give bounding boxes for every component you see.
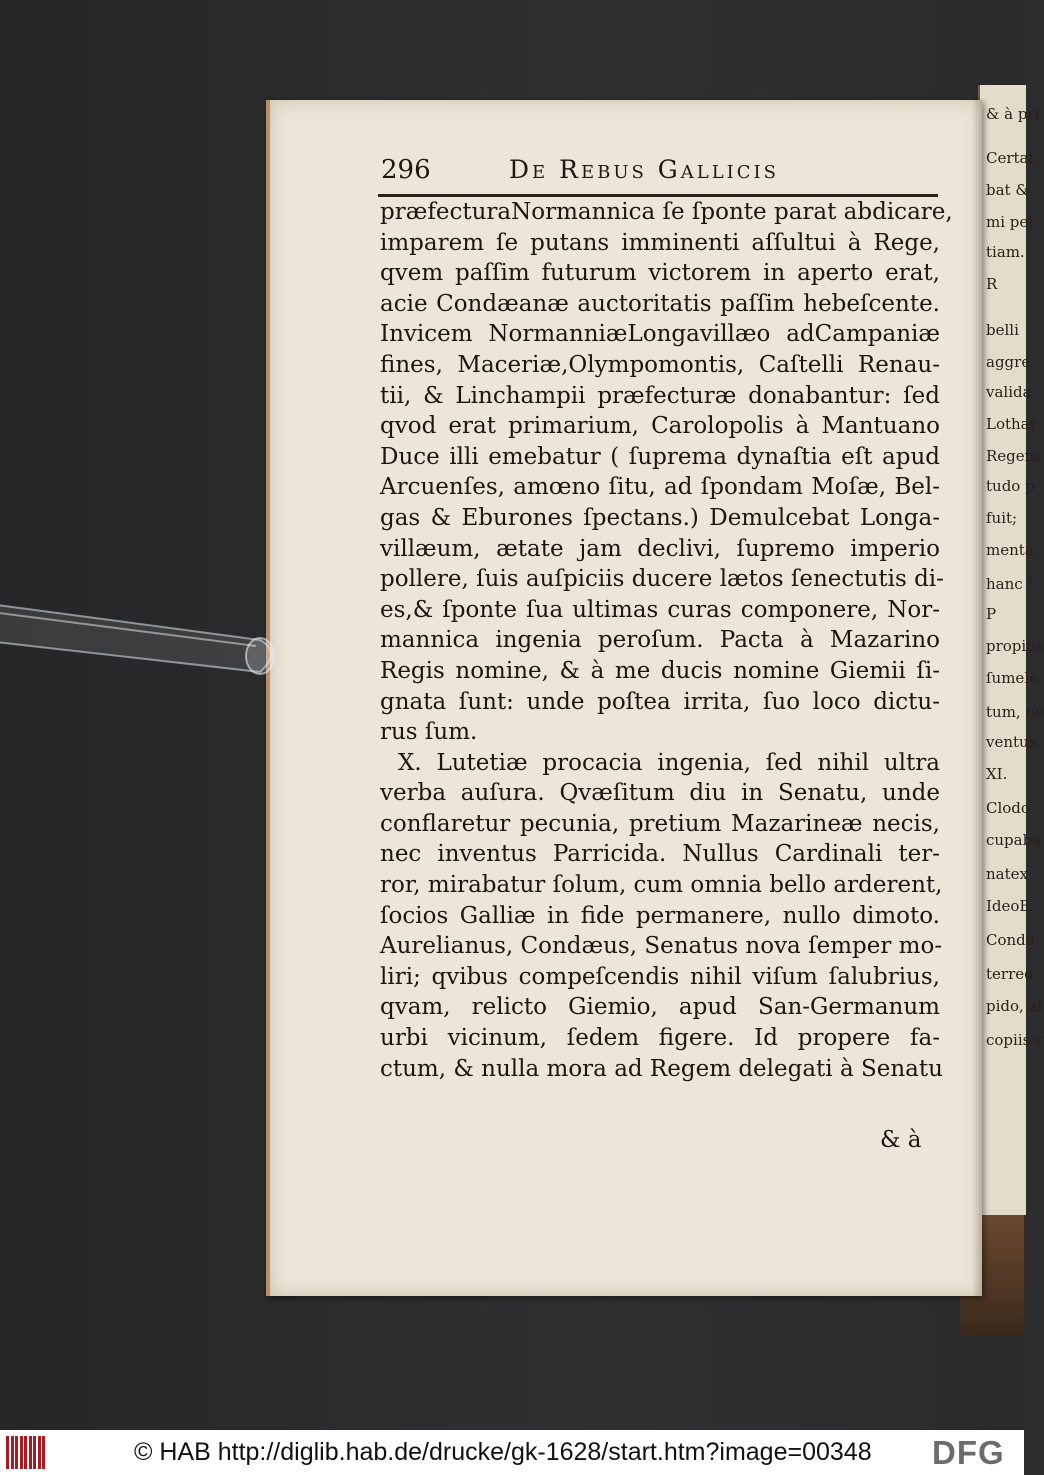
adjacent-page-fragment: hanc ſ — [986, 575, 1033, 593]
adjacent-page-fragment: tudo p — [986, 477, 1035, 495]
text-line: gas & Eburones ſpectans.) Demulcebat Longa- — [380, 504, 940, 531]
text-line: fines, Maceriæ,Olympomontis, Caſtelli Renau- — [380, 351, 940, 378]
adjacent-page-fragment: XI. — [986, 765, 1008, 783]
catchword: & à — [880, 1127, 922, 1153]
text-line: Invicem NormanniæLongavillæo adCampaniæ — [380, 321, 940, 348]
hab-barcode-logo — [6, 1436, 46, 1469]
adjacent-page-fragment: fuit; — [986, 509, 1018, 527]
adjacent-page-fragment: terreo — [986, 965, 1034, 983]
adjacent-page-fragment: propius — [986, 637, 1044, 655]
text-line: acie Condæanæ auctoritatis paſſim hebeſcente. — [380, 290, 940, 317]
text-line: rus ſum. — [380, 719, 478, 746]
adjacent-page-fragment: copiis c — [986, 1031, 1044, 1049]
adjacent-page-fragment: P — [986, 605, 997, 623]
text-line: X. Lutetiæ procacia ingenia, ſed nihil ultra — [398, 749, 940, 776]
text-line: tii, & Linchampii præfecturæ donabantur: ſed — [380, 382, 940, 409]
barcode-bar — [29, 1436, 32, 1469]
adjacent-page-fragment: valida — [986, 383, 1032, 401]
adjacent-page-fragment: Conda — [986, 931, 1035, 949]
adjacent-page-fragment: Lothar — [986, 415, 1037, 433]
text-line: Duce illi emebatur ( ſuprema dynaſtia eſt apud — [380, 443, 940, 470]
adjacent-page-fragment: ventus — [986, 733, 1037, 751]
adjacent-page-fragment: R — [986, 275, 998, 293]
adjacent-page-fragment: Regem — [986, 447, 1039, 465]
text-line: liri; qvibus compeſcendis nihil viſum ſalubrius, — [380, 963, 940, 990]
text-line: qvam, relicto Giemio, apud San-Germanum — [380, 994, 940, 1021]
text-line: nec inventus Parricida. Nullus Cardinali ter- — [380, 841, 940, 868]
adjacent-page-fragment: cupaba — [986, 831, 1042, 849]
body-text — [380, 197, 953, 1084]
text-line: pollere, ſuis auſpiciis ducere lætos ſenectutis di- — [380, 566, 944, 593]
barcode-bar — [20, 1436, 23, 1469]
barcode-bar — [38, 1436, 41, 1469]
adjacent-page-fragment: ſumele — [986, 669, 1038, 687]
text-line: Regis nomine, & à me ducis nomine Giemii ſi- — [380, 657, 940, 684]
adjacent-page — [978, 85, 1044, 1215]
page-header — [377, 155, 937, 191]
adjacent-page-fragment: Certaſ — [986, 149, 1035, 167]
text-line: verba auſura. Qvæſitum diu in Senatu, unde — [380, 780, 940, 807]
text-line: ſocios Galliæ in fide permanere, nullo dimoto. — [380, 902, 940, 929]
adjacent-page-fragment: Clodo — [986, 799, 1030, 817]
adjacent-page-fragment: pido, al — [986, 997, 1043, 1015]
running-title: De Rebus Gallicis — [509, 155, 779, 184]
adjacent-page-fragment: & à pri — [986, 105, 1040, 123]
adjacent-page-fragment: tum, no — [986, 703, 1044, 721]
adjacent-page-fragment: bat & — [986, 181, 1029, 199]
adjacent-page-fragment: IdeoE — [986, 897, 1031, 915]
barcode-bar — [11, 1436, 14, 1469]
credit-link[interactable]: © HAB http://diglib.hab.de/drucke/gk-1628/start.htm?image=00348 — [134, 1438, 872, 1466]
text-line: conflaretur pecunia, pretium Mazarineæ necis, — [380, 810, 940, 837]
text-line: qvod erat primarium, Carolopolis à Mantuano — [380, 413, 940, 440]
barcode-bar — [6, 1436, 9, 1469]
text-line: præfecturaNormannica ſe ſponte parat abdicare, — [380, 199, 953, 225]
text-line: imparem ſe putans imminenti aſſultui à Rege, — [380, 229, 940, 256]
text-line: ror, mirabatur ſolum, cum omnia bello arderent, — [380, 872, 943, 899]
barcode-bar — [24, 1436, 27, 1469]
text-line: urbi vicinum, ſedem figere. Id propere fa- — [380, 1025, 940, 1052]
text-line: gnata ſunt: unde poſtea irrita, ſuo loco dictu- — [380, 688, 940, 715]
adjacent-page-fragment: natex — [986, 865, 1028, 883]
adjacent-page-fragment: menta — [986, 541, 1034, 559]
barcode-bar — [42, 1436, 45, 1469]
text-line: es,& ſponte ſua ultimas curas componere, Nor- — [380, 596, 940, 623]
dfg-logo: DFG — [932, 1434, 1005, 1471]
page-number: 296 — [381, 155, 431, 185]
text-line: Aurelianus, Condæus, Senatus nova ſemper mo- — [380, 933, 943, 960]
adjacent-page-fragment: aggre — [986, 353, 1031, 371]
adjacent-page-fragment: mi pet — [986, 213, 1035, 231]
text-line: ctum, & nulla mora ad Regem delegati à Senatu — [380, 1055, 943, 1082]
text-line: villæum, ætate jam declivi, ſupremo imperio — [380, 535, 940, 562]
text-line: Arcuenſes, amœno ſitu, ad ſpondam Moſæ, Bel- — [380, 474, 940, 501]
barcode-bar — [33, 1436, 36, 1469]
footer-bar — [0, 1430, 1024, 1475]
adjacent-page-fragment: tiam. — [986, 243, 1025, 261]
adjacent-page-fragment: belli — [986, 321, 1019, 339]
text-line: qvem paſſim futurum victorem in aperto erat, — [380, 260, 940, 287]
barcode-bar — [15, 1436, 18, 1469]
text-line: mannica ingenia peroſum. Pacta à Mazarino — [380, 627, 940, 654]
